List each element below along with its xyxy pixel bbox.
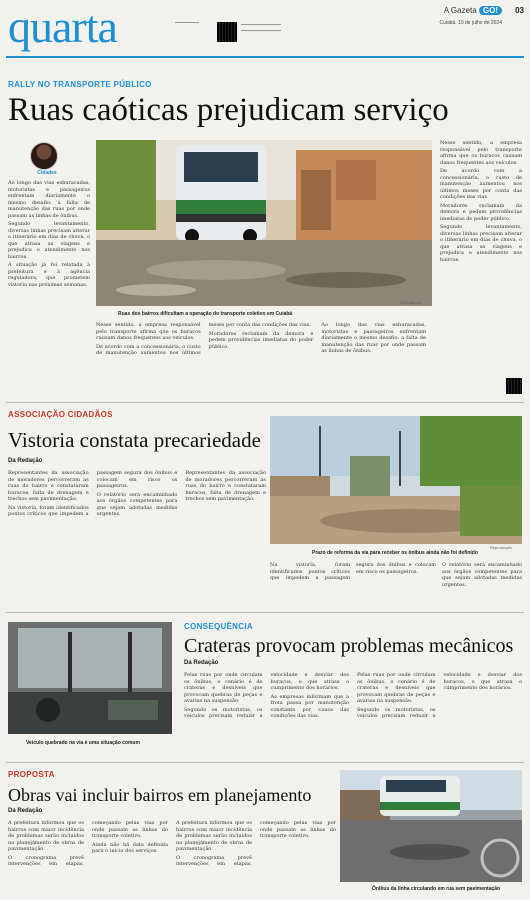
lead-paragraph: Moradores reclamam da demora e pedem providências imediatas do poder público. <box>208 330 314 350</box>
story2-paragraph: Representantes da associação de moradores percorreram as ruas do bairro e constataram buracos, falta de drenagem e trechos sem pavimentação. <box>8 470 89 502</box>
story3-headline: Crateras provocam problemas mecânicos <box>184 635 514 657</box>
lead-paragraph: Segundo levantamento, diversas linhas precisam alterar o itinerário em dias de chuva, o que atrasa as viagens e prejudica o atendimento nos bairros. <box>440 224 522 263</box>
lead-paragraph: Nesse sentido, a empresa responsável pelo transporte afirma que os buracos causam danos frequentes aos veículos. <box>96 322 201 341</box>
story4-photo <box>340 770 522 882</box>
brand <box>444 6 502 15</box>
lead-paragraph: Ao longo das vias esburacadas, motoristas e passageiros enfrentam diariamente o mesmo desafio: a falta de manutenção das ruas por onde passam as linhas de ônibus. <box>8 180 90 219</box>
brand-logo: GO! <box>479 6 502 15</box>
lead-headline: Ruas caóticas prejudicam serviço <box>8 92 449 128</box>
lead-photo <box>96 140 432 306</box>
lead-right-column <box>440 140 522 386</box>
lead-bottom-columns <box>96 322 426 392</box>
story3-paragraph: Pelas ruas por onde circulam os ônibus, o cenário é de crateras e desníveis que provocam quebras de peças e avarias na suspensão. <box>357 672 436 704</box>
story3-kicker: CONSEQUÊNCIA <box>184 622 253 631</box>
lead-kicker: RALLY NO TRANSPORTE PÚBLICO <box>8 80 152 89</box>
story4-photo-caption: Ônibus da linha circulando em rua sem pavimentação <box>372 886 501 892</box>
lead-paragraph: De acordo com a concessionária, o custo de manutenção aumentou nos últimos meses por conta das condições das vias. <box>440 168 522 200</box>
story4-headline: Obras vai incluir bairros em planejamento <box>8 785 312 805</box>
story2-paragraph: Representantes da associação de moradores percorreram as ruas do bairro e constataram buracos, falta de drenagem e trechos sem pavimentação. <box>185 470 266 502</box>
story2-kicker: ASSOCIAÇÃO CIDADÃOS <box>8 410 113 419</box>
lead-paragraph: Moradores reclamam da demora e pedem providências imediatas do poder público. <box>440 202 522 222</box>
masthead-info <box>175 22 285 44</box>
lead-left-column <box>8 180 90 392</box>
story3-body <box>184 672 522 752</box>
lead-paragraph: Ao longo das vias esburacadas, motoristas e passageiros enfrentam diariamente o mesmo desafio: a falta de manutenção das ruas por onde passam as linhas de ônibus. <box>321 322 426 354</box>
story4-paragraph: O cronograma prevê intervenções em etapas, começando pelas vias por onde passam as linhas do transporte coletivo. <box>8 820 168 867</box>
section-divider <box>6 402 524 403</box>
story4-kicker: PROPOSTA <box>8 770 55 779</box>
story2-photo-credit: Reprodução <box>490 545 512 550</box>
story2-paragraph: Na vistoria, foram identificados pontos críticos que impedem a passagem segura dos ônibus e colocam em risco os passageiros. <box>270 562 436 581</box>
qr-code-icon <box>506 378 522 394</box>
story2-body <box>8 470 266 582</box>
story2-photo-caption: Prazo de reforma da via para receber os ônibus ainda não foi definido <box>312 550 478 556</box>
story2-photo <box>270 416 522 544</box>
story2-paragraph: O relatório será encaminhado aos órgãos competentes para que sejam adotadas medidas urgentes. <box>442 562 522 588</box>
section-title: quarta <box>8 1 117 52</box>
masthead-rule <box>6 56 524 58</box>
author-name: Cidades <box>37 170 57 176</box>
story4-body <box>8 820 336 896</box>
lead-paragraph: Nesse sentido, a empresa responsável pelo transporte afirma que os buracos causam danos frequentes aos veículos. <box>440 140 522 166</box>
story2-headline: Vistoria constata precariedade <box>8 428 261 452</box>
lead-paragraph: De acordo com a concessionária, o custo de manutenção aumentou nos últimos meses por conta das condições das vias. <box>96 322 311 356</box>
story4-paragraph: A prefeitura informou que os bairros com maior incidência de problemas serão incluídos no planejamento de obras de pavimentação. <box>176 820 252 852</box>
story2-right-columns <box>270 562 522 598</box>
story3-paragraph: Segundo os motoristas, os veículos precisam reduzir a velocidade e desviar dos buracos, o que atrasa o cumprimento dos horários. <box>357 672 522 719</box>
story3-photo <box>8 622 172 734</box>
story2-byline: Da Redação <box>8 458 43 464</box>
brand-prefix: A Gazeta <box>443 6 477 15</box>
story2-paragraph: O relatório será encaminhado aos órgãos competentes para que sejam adotadas medidas urgentes. <box>96 491 178 517</box>
qr-code-icon <box>217 22 237 42</box>
author-avatar <box>30 142 58 170</box>
section-divider <box>6 612 524 613</box>
lead-paragraph: Segundo levantamento, diversas linhas precisam alterar o itinerário em dias de chuva, o que atrasa as viagens e prejudica o atendimento nos bairros. <box>8 221 90 260</box>
story3-photo-caption: Veículo quebrado na via é uma situação comum <box>26 740 140 746</box>
story3-byline: Da Redação <box>184 660 219 666</box>
date-line: Cuiabá, 10 de julho de 2024 <box>439 20 502 26</box>
story4-byline: Da Redação <box>8 808 43 814</box>
section-divider <box>6 762 524 763</box>
lead-photo-credit: Reprodução <box>400 300 422 305</box>
story4-paragraph: Ainda não há data definida para o início dos serviços. <box>92 841 168 854</box>
story3-paragraph: Pelas ruas por onde circulam os ônibus, o cenário é de crateras e desníveis que provocam quebras de peças e avarias na suspensão. <box>184 672 263 704</box>
page-number: 03 <box>515 6 524 15</box>
lead-photo-caption: Ruas dos bairros dificultam a operação do transporte coletivo em Cuiabá <box>118 311 293 317</box>
story3-paragraph: Segundo os motoristas, os veículos precisam reduzir a velocidade e desviar dos buracos, o que atrasa o cumprimento dos horários. <box>184 672 349 719</box>
story2-paragraph: Na vistoria, foram identificados pontos críticos que impedem a passagem segura dos ônibus e colocam em risco os passageiros. <box>8 470 178 517</box>
story4-paragraph: O cronograma prevê intervenções em etapas, começando pelas vias por onde passam as linhas do transporte coletivo. <box>176 820 336 867</box>
lead-paragraph: A situação já foi relatada à prefeitura e à agência reguladora, que prometem vistoria nas próximas semanas. <box>8 262 90 288</box>
story4-paragraph: A prefeitura informou que os bairros com maior incidência de problemas serão incluídos no planejamento de obras de pavimentação. <box>8 820 84 852</box>
story3-paragraph: As empresas informam que a frota passa por manutenção constante por causa das condições das vias. <box>270 693 349 719</box>
